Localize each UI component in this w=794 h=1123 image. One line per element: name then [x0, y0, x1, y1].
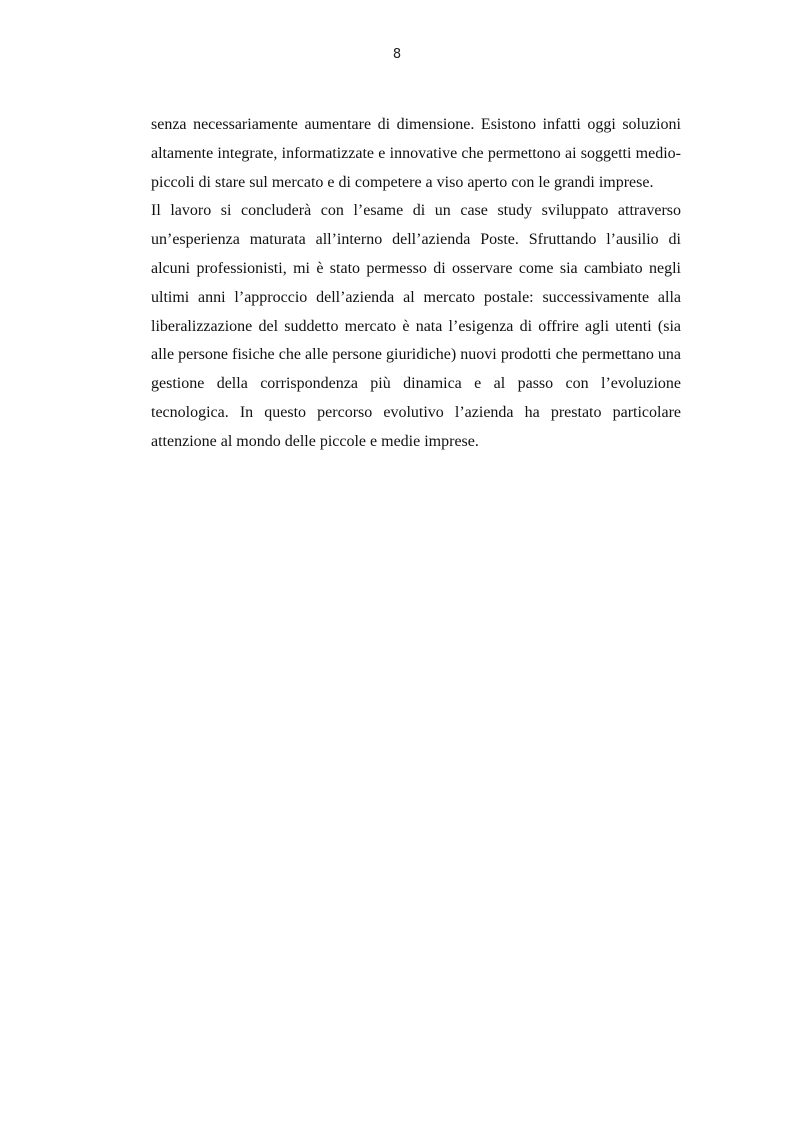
page-number: 8: [392, 47, 402, 62]
body-text: [151, 111, 681, 457]
paragraph-2: Il lavoro si concluderà con l’esame di un case study sviluppato attraverso un’esperienza maturata all’interno dell’azienda Poste. Sfruttando l’ausilio di alcuni professionisti, mi è stato permesso di osservare come sia cambiato negli ultimi anni l’approccio dell’azienda al mercato postale: successivamente alla liberalizzazione del suddetto mercato è nata l’esigenza di offrire agli utenti (sia alle persone fisiche che alle persone giuridiche) nuovi prodotti che permettano una gestione della corrispondenza più dinamica e al passo con l’evoluzione tecnologica. In questo percorso evolutivo l’azienda ha prestato particolare attenzione al mondo delle piccole e medie imprese.: [151, 202, 681, 450]
paragraph-1: senza necessariamente aumentare di dimensione. Esistono infatti oggi soluzioni altamente integrate, informatizzate e innovative che permettono ai soggetti medio-piccoli di stare sul mercato e di competere a viso aperto con le grandi imprese.: [151, 116, 681, 191]
